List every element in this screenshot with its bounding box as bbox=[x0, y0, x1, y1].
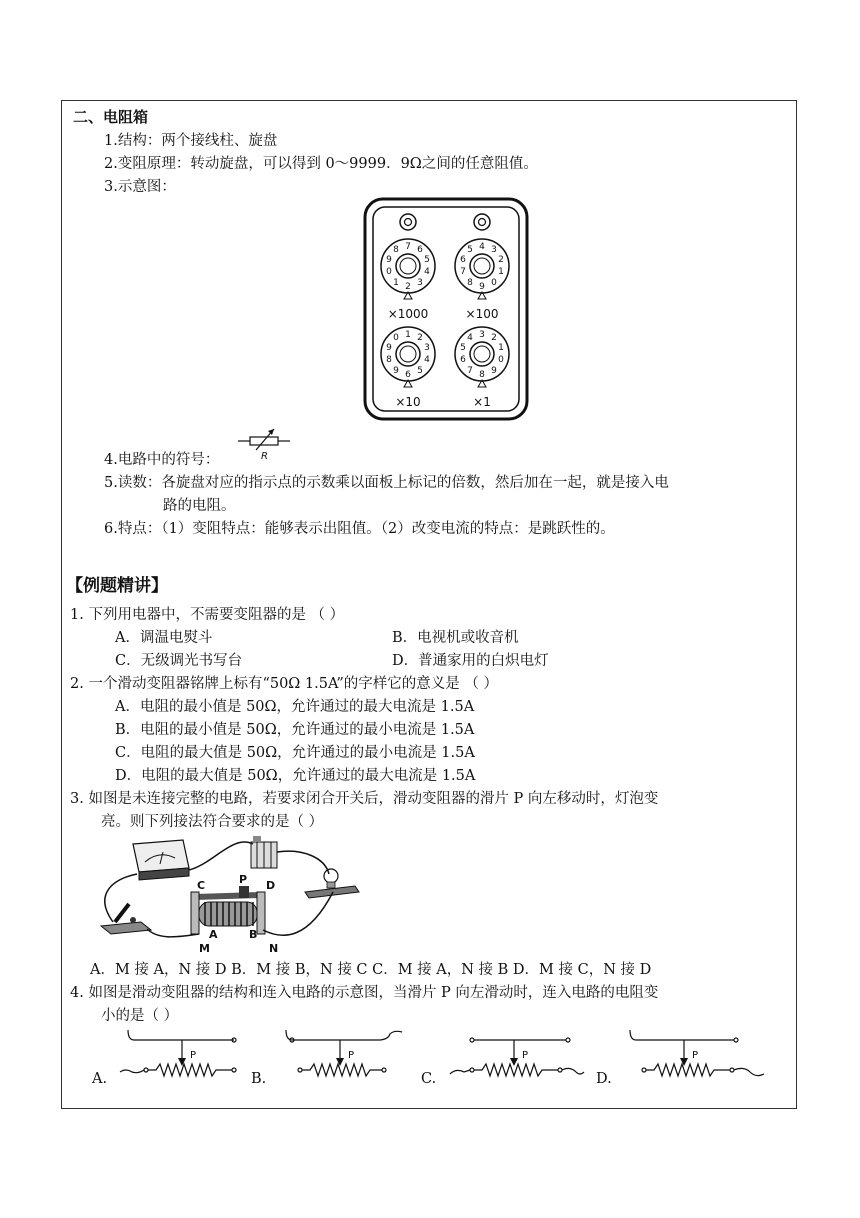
variable-resistor-symbol-icon bbox=[238, 426, 290, 462]
q4-option-b-label: B. bbox=[251, 1071, 267, 1087]
svg-text:1: 1 bbox=[498, 267, 504, 277]
svg-text:0: 0 bbox=[393, 333, 399, 343]
q1-stem: 1. 下列用电器中，不需要变阻器的是 （ ） bbox=[70, 607, 345, 623]
q2-option-d: D．电阻的最大值是 50Ω，允许通过的最大电流是 1.5A bbox=[115, 768, 476, 784]
item-reading-2: 路的电阻。 bbox=[163, 498, 236, 514]
svg-text:9: 9 bbox=[491, 366, 497, 376]
svg-text:3: 3 bbox=[479, 330, 485, 340]
svg-text:3: 3 bbox=[424, 343, 430, 353]
q4-b-slider-label: P bbox=[348, 1050, 355, 1061]
q2-stem: 2. 一个滑动变阻器铭牌上标有“50Ω 1.5A”的字样它的意义是 （ ） bbox=[70, 676, 498, 692]
svg-text:3: 3 bbox=[417, 278, 423, 288]
svg-text:0: 0 bbox=[498, 355, 504, 365]
svg-text:9: 9 bbox=[386, 255, 392, 265]
q4-figure-c bbox=[446, 1028, 586, 1084]
q1-option-a: A．调温电熨斗 bbox=[115, 630, 213, 646]
label-a: A bbox=[209, 928, 218, 941]
svg-text:6: 6 bbox=[460, 355, 466, 365]
item-symbol: 4.电路中的符号： bbox=[104, 452, 220, 468]
svg-text:5: 5 bbox=[424, 255, 430, 265]
svg-text:2: 2 bbox=[417, 333, 423, 343]
svg-text:6: 6 bbox=[417, 245, 423, 255]
dial-10-label: ×10 bbox=[395, 395, 421, 409]
q3-stem-1: 3. 如图是未连接完整的电路，若要求闭合开关后，滑动变阻器的滑片 P 向左移动时，灯泡变 bbox=[70, 791, 659, 807]
q2-option-a: A．电阻的最小值是 50Ω，允许通过的最大电流是 1.5A bbox=[115, 699, 475, 715]
svg-text:4: 4 bbox=[424, 267, 430, 277]
item-principle: 2.变阻原理：转动旋盘，可以得到 0～9999．9Ω之间的任意阻值。 bbox=[104, 156, 538, 172]
svg-text:5: 5 bbox=[417, 366, 423, 376]
q1-option-c: C．无级调光书写台 bbox=[115, 653, 243, 669]
dial-1-label: ×1 bbox=[473, 395, 491, 409]
svg-text:2: 2 bbox=[491, 333, 497, 343]
q3-options: A．M 接 A，N 接 D B．M 接 B，N 接 C C．M 接 A，N 接 B D．M 接 C，N 接 D bbox=[90, 962, 652, 978]
svg-text:0: 0 bbox=[386, 267, 392, 277]
q3-stem-2: 亮。则下列接法符合要求的是（ ） bbox=[101, 814, 324, 830]
item-reading-1: 5.读数：各旋盘对应的指示点的示数乘以面板上标记的倍数，然后加在一起，就是接入电 bbox=[104, 475, 669, 491]
svg-text:6: 6 bbox=[460, 255, 466, 265]
symbol-letter: R bbox=[261, 451, 268, 462]
section-title: 二、电阻箱 bbox=[73, 108, 149, 126]
label-b: B bbox=[249, 928, 258, 941]
svg-text:1: 1 bbox=[498, 343, 504, 353]
svg-text:0: 0 bbox=[491, 278, 497, 288]
q4-option-a-label: A. bbox=[92, 1071, 108, 1087]
resistance-box-figure bbox=[362, 196, 530, 422]
item-diagram-label: 3.示意图： bbox=[104, 179, 176, 195]
q1-option-b: B．电视机或收音机 bbox=[392, 630, 519, 646]
q4-a-slider-label: P bbox=[190, 1050, 197, 1061]
svg-text:2: 2 bbox=[498, 255, 504, 265]
q3-circuit-figure bbox=[93, 834, 363, 956]
rheostat-icon bbox=[191, 886, 265, 934]
svg-text:7: 7 bbox=[405, 242, 411, 252]
q4-c-slider-label: P bbox=[522, 1050, 529, 1061]
q4-stem-2: 小的是（ ） bbox=[101, 1008, 179, 1024]
svg-text:5: 5 bbox=[467, 245, 473, 255]
examples-title: 【例题精讲】 bbox=[66, 576, 168, 596]
q4-d-slider-label: P bbox=[692, 1050, 699, 1061]
svg-text:8: 8 bbox=[393, 245, 399, 255]
label-p: P bbox=[239, 873, 248, 886]
svg-text:4: 4 bbox=[467, 333, 473, 343]
svg-text:1: 1 bbox=[405, 330, 411, 340]
svg-text:8: 8 bbox=[386, 355, 392, 365]
svg-text:3: 3 bbox=[491, 245, 497, 255]
svg-text:9: 9 bbox=[386, 343, 392, 353]
battery-icon bbox=[251, 836, 277, 868]
label-c: C bbox=[197, 879, 206, 892]
svg-text:8: 8 bbox=[467, 278, 473, 288]
item-structure: 1.结构：两个接线柱、旋盘 bbox=[104, 133, 278, 149]
svg-text:4: 4 bbox=[479, 242, 485, 252]
q4-option-c-label: C. bbox=[421, 1071, 437, 1087]
svg-text:5: 5 bbox=[460, 343, 466, 353]
dial-1000-label: ×1000 bbox=[387, 307, 429, 321]
dial-100-label: ×100 bbox=[465, 307, 499, 321]
label-m: M bbox=[199, 942, 210, 955]
svg-text:7: 7 bbox=[467, 366, 473, 376]
q1-option-d: D．普通家用的白炽电灯 bbox=[392, 653, 549, 669]
q4-figure-b bbox=[278, 1028, 408, 1084]
svg-text:6: 6 bbox=[405, 370, 411, 380]
svg-text:1: 1 bbox=[393, 278, 399, 288]
label-n: N bbox=[269, 942, 279, 955]
svg-text:4: 4 bbox=[424, 355, 430, 365]
svg-text:9: 9 bbox=[479, 282, 485, 292]
svg-text:8: 8 bbox=[479, 370, 485, 380]
label-d: D bbox=[266, 879, 276, 892]
q4-figure-a bbox=[118, 1028, 248, 1084]
item-features: 6.特点：（1）变阻特点：能够表示出阻值。（2）改变电流的特点：是跳跃性的。 bbox=[104, 521, 615, 537]
svg-text:7: 7 bbox=[460, 267, 466, 277]
q4-option-d-label: D. bbox=[596, 1071, 612, 1087]
q2-option-c: C．电阻的最大值是 50Ω，允许通过的最小电流是 1.5A bbox=[115, 745, 475, 761]
svg-text:9: 9 bbox=[393, 366, 399, 376]
switch-icon bbox=[101, 904, 151, 934]
ammeter-icon bbox=[133, 840, 189, 880]
q2-option-b: B．电阻的最小值是 50Ω，允许通过的最小电流是 1.5A bbox=[115, 722, 475, 738]
q4-figure-d bbox=[622, 1028, 772, 1084]
svg-text:2: 2 bbox=[405, 282, 411, 292]
q4-stem-1: 4. 如图是滑动变阻器的结构和连入电路的示意图，当滑片 P 向左滑动时，连入电路的电阻变 bbox=[70, 985, 659, 1001]
